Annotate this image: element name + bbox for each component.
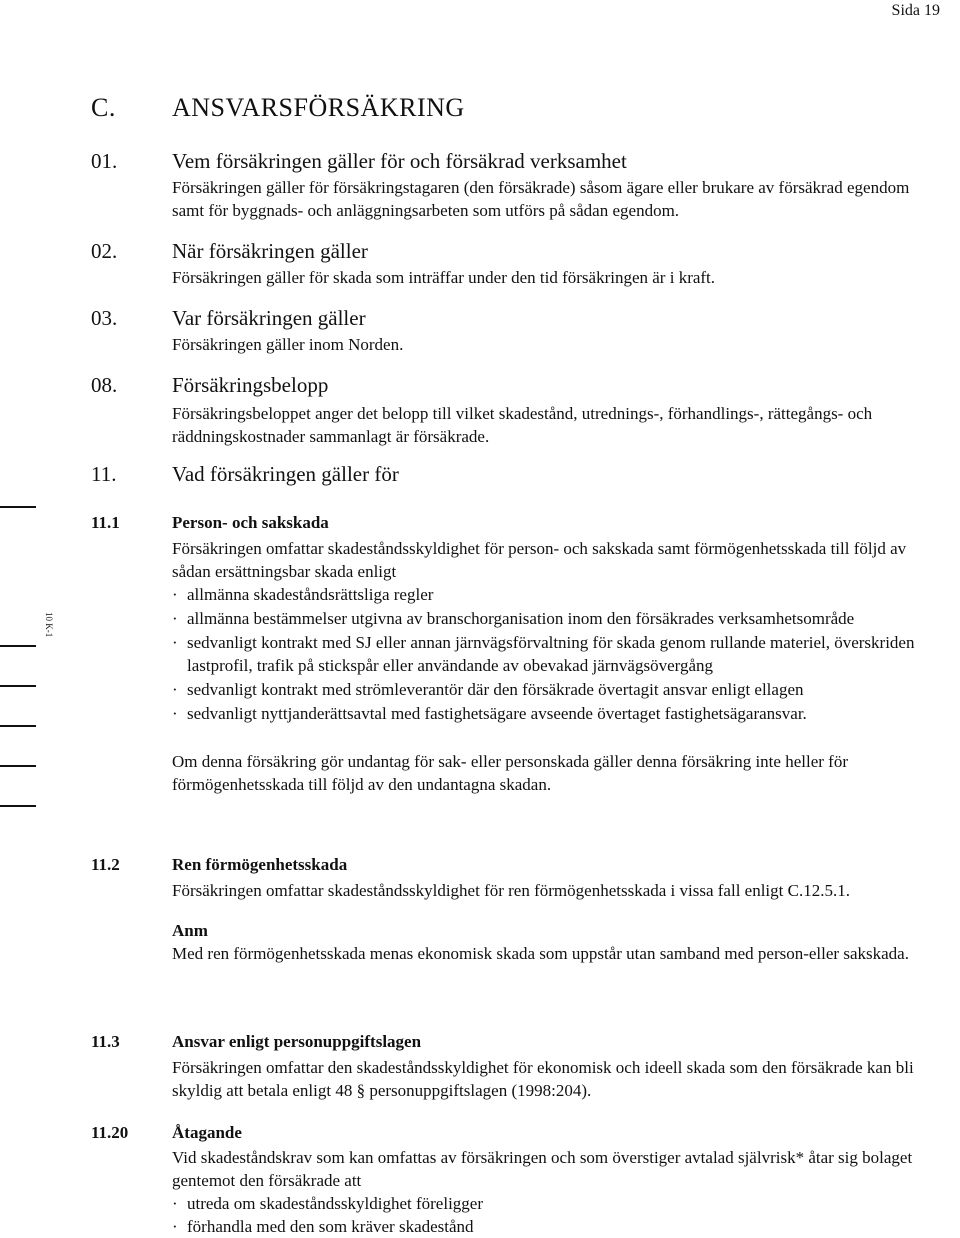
section-11 [91, 461, 941, 487]
section-text: Försäkringen gäller för försäkringstagaren (den försäkrade) såsom ägare eller brukare av försäkrad egendom samt för byggnads- och anläggningsarbeten som utförs på sådan egendom. [172, 178, 910, 220]
list-item [172, 1192, 941, 1215]
subsection-text: Försäkringen omfattar den skadeståndsskyldighet för ekonomisk och ideell skada som den försäkrade kan bli skyldig att betala enligt 48 § personuppgiftslagen (1998:204). [172, 1058, 914, 1100]
section-08 [91, 372, 941, 448]
margin-change-marker [0, 725, 36, 727]
list-item-text: sedvanligt nyttjanderättsavtal med fastighetsägare avseende övertaget fastighetsägaransvar. [187, 704, 807, 723]
section-heading [91, 148, 941, 174]
section-number: 08. [91, 373, 118, 397]
subsection-heading [91, 511, 941, 534]
side-label: 10 K-1 [44, 612, 54, 638]
section-number: 11. [91, 462, 117, 486]
subsection-text [172, 1146, 941, 1238]
section-heading [91, 372, 941, 398]
subsection-title: Ansvar enligt personuppgiftslagen [172, 1032, 422, 1051]
list-item [172, 1215, 941, 1238]
chapter-title: ANSVARSFÖRSÄKRING [172, 93, 465, 122]
subsection-heading [91, 1121, 941, 1144]
subsection-number: 11.3 [91, 1032, 120, 1051]
section-03 [91, 305, 941, 356]
bullet-marker: · [172, 585, 178, 604]
bullet-marker: · [172, 633, 178, 652]
subsection-intro: Försäkringen omfattar skadeståndsskyldighet för person- och sakskada samt förmögenhetsskada till följd av sådan ersättningsbar skada enligt [172, 539, 907, 581]
section-text: Försäkringsbeloppet anger det belopp till vilket skadestånd, utrednings-, förhandlings-, rättegångs- och räddningskostnader sammanlagt är försäkrade. [172, 404, 873, 446]
margin-change-marker [0, 685, 36, 687]
note-text: Med ren förmögenhetsskada menas ekonomisk skada som uppstår utan samband med person-eller sakskada. [172, 944, 909, 963]
subsection-number: 11.2 [91, 855, 120, 874]
section-number: 02. [91, 239, 118, 263]
note-title: Anm [172, 921, 208, 940]
margin-change-marker [0, 645, 36, 647]
section-title: Vad försäkringen gäller för [172, 462, 399, 486]
list-item [172, 631, 941, 677]
list-item [172, 702, 941, 725]
subsection-title: Åtagande [172, 1123, 242, 1142]
bullet-marker: · [172, 1194, 178, 1213]
subsection-number: 11.1 [91, 513, 120, 532]
section-title: När försäkringen gäller [172, 239, 368, 263]
page-number: Sida 19 [891, 2, 940, 19]
section-title: Försäkringsbelopp [172, 373, 329, 397]
section-text: Försäkringen gäller för skada som inträffar under den tid försäkringen är i kraft. [172, 268, 716, 287]
section-heading [91, 238, 941, 264]
section-01 [91, 148, 941, 222]
list-item-text: förhandla med den som kräver skadestånd [187, 1217, 474, 1236]
chapter-heading [91, 93, 465, 123]
list-item [172, 607, 941, 630]
bullet-marker: · [172, 609, 178, 628]
bullet-marker: · [172, 1217, 178, 1236]
section-02 [91, 238, 941, 289]
chapter-number: C. [91, 93, 116, 122]
section-number: 03. [91, 306, 118, 330]
section-number: 01. [91, 149, 118, 173]
subsection-title: Person- och sakskada [172, 513, 329, 532]
list-item-text: sedvanligt kontrakt med strömleverantör där den försäkrade övertagit ansvar enligt ellagen [187, 680, 804, 699]
subsection-intro: Vid skadeståndskrav som kan omfattas av försäkringen och som överstiger avtalad självrisk* åtar sig bolaget gentemot den försäkrade att [172, 1148, 913, 1190]
bullet-marker: · [172, 680, 178, 699]
section-heading [91, 461, 941, 487]
list-item-text: allmänna bestämmelser utgivna av branschorganisation inom den försäkrades verksamhetsområde [187, 609, 855, 628]
section-heading [91, 305, 941, 331]
margin-change-marker [0, 506, 36, 508]
margin-change-marker [0, 805, 36, 807]
subsection-heading [91, 1030, 941, 1053]
list-item-text: allmänna skadeståndsrättsliga regler [187, 585, 434, 604]
subsection-title: Ren förmögenhetsskada [172, 855, 348, 874]
margin-change-marker [0, 765, 36, 767]
bullet-marker: · [172, 704, 178, 723]
subsection-heading [91, 853, 941, 876]
subsection-text [172, 537, 941, 796]
subsection-number: 11.20 [91, 1123, 129, 1142]
section-11-20 [91, 1121, 941, 1238]
list-item-text: sedvanligt kontrakt med SJ eller annan järnvägsförvaltning för skada genom rullande materiel, överskriden lastprofil, trafik på stickspår eller användande av obevakad järnvägsövergång [187, 633, 915, 675]
section-11-2 [91, 853, 941, 965]
section-11-1 [91, 511, 941, 796]
section-text: Försäkringen gäller inom Norden. [172, 335, 404, 354]
list-item [172, 678, 941, 701]
subsection-text [172, 879, 941, 965]
section-11-3 [91, 1030, 941, 1102]
subsection-closing: Om denna försäkring gör undantag för sak- eller personskada gäller denna försäkring inte heller för förmögenhetsskada till följd av den undantagna skadan. [172, 752, 848, 794]
section-title: Vem försäkringen gäller för och försäkrad verksamhet [172, 149, 627, 173]
list-item [172, 583, 941, 606]
subsection-intro: Försäkringen omfattar skadeståndsskyldighet för ren förmögenhetsskada i vissa fall enligt C.12.5.1. [172, 881, 850, 900]
list-item-text: utreda om skadeståndsskyldighet föreligger [187, 1194, 484, 1213]
section-title: Var försäkringen gäller [172, 306, 366, 330]
